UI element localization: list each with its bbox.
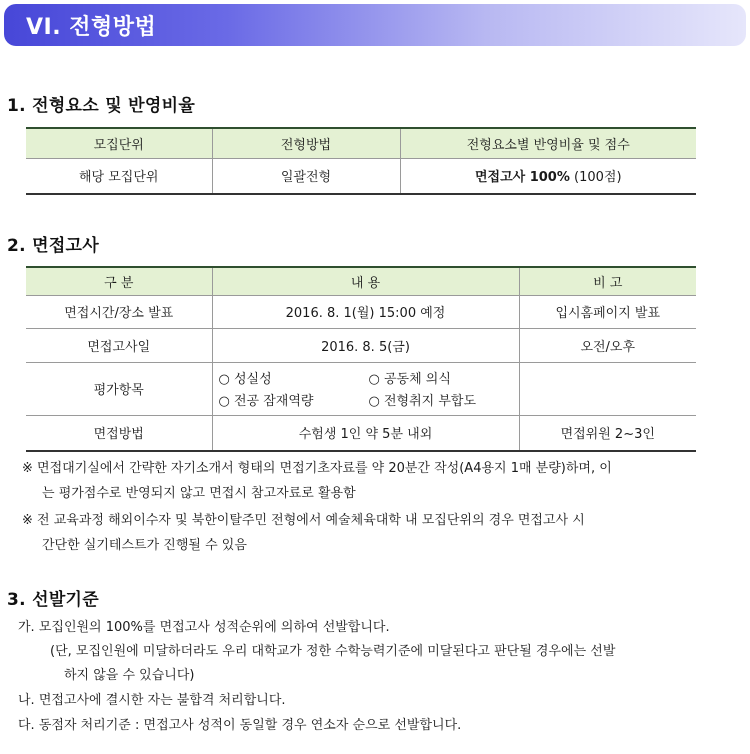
score-rest: (100점) xyxy=(569,170,622,186)
row-label: 평가항목 xyxy=(26,362,212,415)
table-row xyxy=(26,295,696,328)
criteria-item-c: 다. 동점자 처리기준 : 면접고사 성적이 동일할 경우 연소자 순으로 선발합니다. xyxy=(18,718,462,733)
col-header-remark: 비 고 xyxy=(519,267,696,295)
row-content: 2016. 8. 5(금) xyxy=(212,328,519,362)
criteria-item-a: 가. 모집인원의 100%를 면접고사 성적순위에 의하여 선발합니다. xyxy=(18,620,390,635)
cell-unit: 해당 모집단위 xyxy=(26,158,212,194)
col-header-content: 내 용 xyxy=(212,267,519,295)
section-title: VI. 전형방법 xyxy=(26,15,157,40)
row-label: 면접방법 xyxy=(26,415,212,451)
footnote-line: ※ 면접대기실에서 간략한 자기소개서 형태의 면접기초자료를 약 20분간 작성(A4용지 1매 분량)하며, 이 xyxy=(22,461,612,476)
row-label: 면접시간/장소 발표 xyxy=(26,295,212,328)
row-remark: 오전/오후 xyxy=(519,328,696,362)
row-content: 2016. 8. 1(월) 15:00 예정 xyxy=(212,295,519,328)
table-row xyxy=(26,328,696,362)
check-item: ○ 공동체 의식 xyxy=(368,372,451,387)
table-row xyxy=(26,415,696,451)
col-header-method: 전형방법 xyxy=(212,128,400,158)
cell-method: 일괄전형 xyxy=(212,158,400,194)
check-item: ○ 성실성 xyxy=(218,372,272,387)
col-header-unit: 모집단위 xyxy=(26,128,212,158)
col-header-category: 구 분 xyxy=(26,267,212,295)
cell-ratio xyxy=(400,158,696,194)
row-label: 면접고사일 xyxy=(26,328,212,362)
heading-interview: 2. 면접고사 xyxy=(7,236,99,256)
row-content-checks xyxy=(212,362,519,415)
row-remark: 입시홈페이지 발표 xyxy=(519,295,696,328)
criteria-item-a-sub: 하지 않을 수 있습니다) xyxy=(64,668,195,683)
row-content: 수험생 1인 약 5분 내외 xyxy=(212,415,519,451)
section-banner xyxy=(4,4,746,46)
score-bold: 면접고사 100% xyxy=(474,170,570,186)
heading-selection-criteria: 3. 선발기준 xyxy=(7,590,99,610)
check-item: ○ 전형취지 부합도 xyxy=(368,394,477,409)
footnote-line: ※ 전 교육과정 해외이수자 및 북한이탈주민 전형에서 예술체육대학 내 모집단위의 경우 면접고사 시 xyxy=(22,513,585,528)
check-item: ○ 전공 잠재역량 xyxy=(218,394,314,409)
footnote-line: 는 평가점수로 반영되지 않고 면접시 참고자료로 활용함 xyxy=(42,486,356,501)
heading-selection-elements: 1. 전형요소 및 반영비율 xyxy=(7,96,196,116)
row-remark xyxy=(519,362,696,415)
footnote-line: 간단한 실기테스트가 진행될 수 있음 xyxy=(42,538,247,553)
table-row xyxy=(26,362,696,415)
criteria-item-b: 나. 면접고사에 결시한 자는 불합격 처리합니다. xyxy=(18,693,286,708)
interview-table xyxy=(26,266,696,452)
footnote xyxy=(22,456,714,506)
selection-ratio-table xyxy=(26,127,696,195)
row-remark: 면접위원 2~3인 xyxy=(519,415,696,451)
col-header-ratio: 전형요소별 반영비율 및 점수 xyxy=(400,128,696,158)
criteria-item-a-sub: (단, 모집인원에 미달하더라도 우리 대학교가 정한 수학능력기준에 미달된다고 판단될 경우에는 선발 xyxy=(50,644,616,659)
footnote xyxy=(22,508,714,558)
